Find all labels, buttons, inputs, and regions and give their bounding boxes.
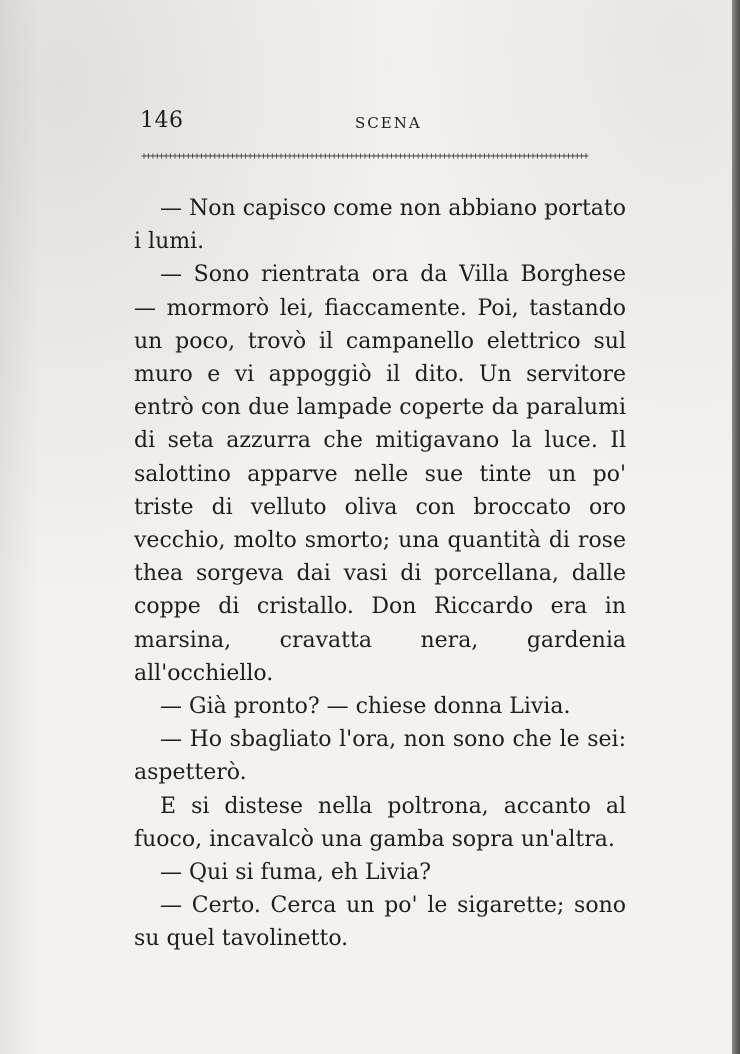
- paragraph-7: — Certo. Cerca un po' le sigarette; sono su quel tavolinetto.: [134, 893, 626, 952]
- page-number: 146: [140, 108, 184, 133]
- page-header: [140, 108, 630, 138]
- paragraph-1: — Non capisco come non abbiano portato i lumi.: [134, 196, 626, 255]
- page-edge-shadow: [732, 0, 740, 1054]
- paragraph-3: — Già pronto? — chiese donna Livia.: [160, 694, 571, 720]
- paragraph-6: — Qui si fuma, eh Livia?: [160, 860, 432, 886]
- body-text: [134, 192, 626, 956]
- paragraph-2: — Sono rientrata ora da Villa Borghese — mormorò lei, fiaccamente. Poi, tastando un poco, trovò il campanello elettrico sul muro e vi appoggiò il dito. Un servitore entrò con due lampade coperte da paralumi di seta azzurra che mitigavano la luce. Il salottino apparve nelle sue tinte un po' triste di velluto oliva con broccato oro vecchio, molto smorto; una quantità di rose thea sorgeva dai vasi di porcellana, dalle coppe di cristallo. Don Riccardo era in marsina, cravatta nera, gardenia all'occhiello.: [134, 262, 626, 686]
- paragraph-5: E si distese nella poltrona, accanto al fuoco, incavalcò una gamba sopra un'altra.: [134, 793, 626, 852]
- decorative-rule: +++++++++++++++++++++++++++++++++++++++++++++++++++++++++++++++++++++++++++++++++++++++++++++++++++++: [141, 151, 588, 162]
- running-title: SCENA: [355, 114, 422, 132]
- paragraph-4: — Ho sbagliato l'ora, non sono che le sei: aspetterò.: [134, 727, 626, 786]
